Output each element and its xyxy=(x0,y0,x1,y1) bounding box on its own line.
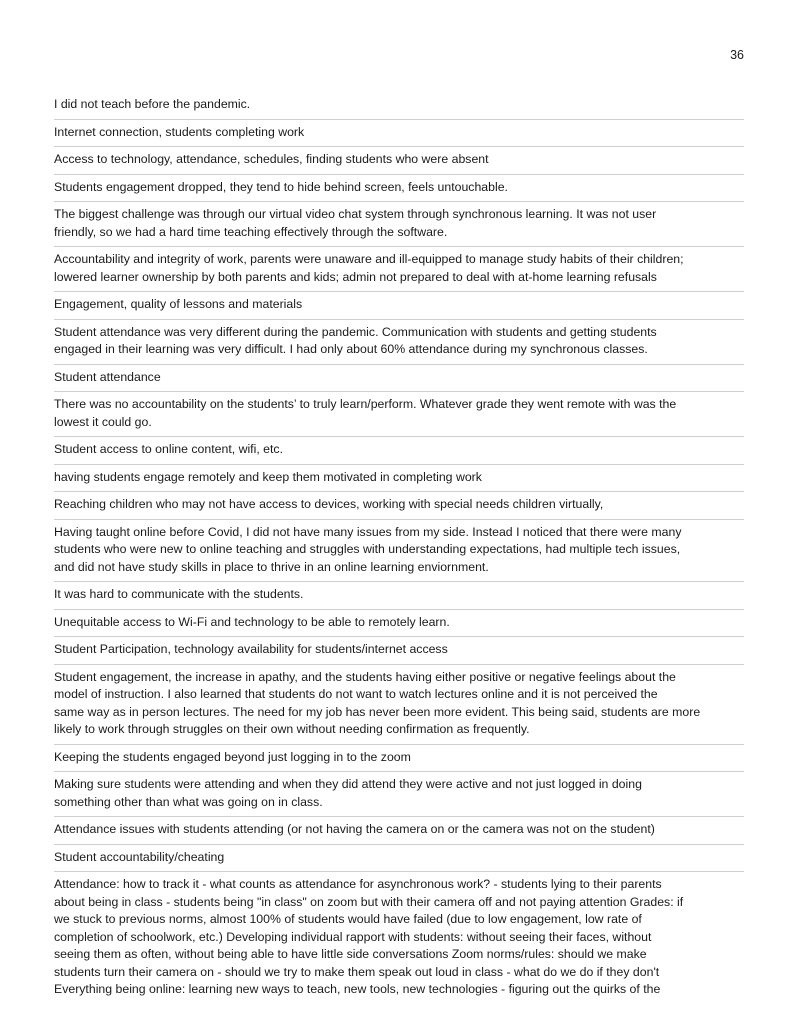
survey-response: Students engagement dropped, they tend to hide behind screen, feels untouchable. xyxy=(54,175,744,203)
survey-response: Student engagement, the increase in apathy, and the students having either positive or negative feelings about the model of instruction. I also learned that students do not want to watch lectures online and it is not perceived the same way as in person lectures. The need for my job has never been more evident. This being said, students are more likely to work through struggles on their own without needing confirmation as frequently. xyxy=(54,665,744,745)
survey-response: Making sure students were attending and when they did attend they were active and not just logged in doing something other than what was going on in class. xyxy=(54,772,744,817)
survey-response: Student attendance xyxy=(54,365,744,393)
survey-response: Student access to online content, wifi, etc. xyxy=(54,437,744,465)
survey-response: Internet connection, students completing work xyxy=(54,120,744,148)
survey-response: having students engage remotely and keep them motivated in completing work xyxy=(54,465,744,493)
survey-response: Student attendance was very different during the pandemic. Communication with students and getting students engaged in their learning was very difficult. I had only about 60% attendance during my synchronous classes. xyxy=(54,320,744,365)
survey-response-list xyxy=(54,92,744,1004)
survey-response: Having taught online before Covid, I did not have many issues from my side. Instead I noticed that there were many students who were new to online teaching and struggles with understanding expectations, had multiple tech issues, and did not have study skills in place to thrive in an online learning enviornment. xyxy=(54,520,744,583)
survey-response: The biggest challenge was through our virtual video chat system through synchronous learning. It was not user friendly, so we had a hard time teaching effectively through the software. xyxy=(54,202,744,247)
page-number: 36 xyxy=(730,48,744,62)
survey-response: I did not teach before the pandemic. xyxy=(54,92,744,120)
survey-response: Reaching children who may not have access to devices, working with special needs children virtually, xyxy=(54,492,744,520)
survey-response: Engagement, quality of lessons and materials xyxy=(54,292,744,320)
survey-response: There was no accountability on the students’ to truly learn/perform. Whatever grade they went remote with was the lowest it could go. xyxy=(54,392,744,437)
survey-response: Keeping the students engaged beyond just logging in to the zoom xyxy=(54,745,744,773)
survey-response: Unequitable access to Wi-Fi and technology to be able to remotely learn. xyxy=(54,610,744,638)
survey-response: Access to technology, attendance, schedules, finding students who were absent xyxy=(54,147,744,175)
survey-response: Accountability and integrity of work, parents were unaware and ill-equipped to manage study habits of their children; lowered learner ownership by both parents and kids; admin not prepared to deal with at-home learning refusals xyxy=(54,247,744,292)
survey-response: Student accountability/cheating xyxy=(54,845,744,873)
survey-response: It was hard to communicate with the students. xyxy=(54,582,744,610)
survey-response: Attendance: how to track it - what counts as attendance for asynchronous work? - students lying to their parents about being in class - students being "in class" on zoom but with their camera off and not paying attention Grades: if we stuck to previous norms, almost 100% of students would have failed (due to low engagement, low rate of completion of schoolwork, etc.) Developing individual rapport with students: without seeing their faces, without seeing them as often, without being able to have little side conversations Zoom norms/rules: should we make students turn their camera on - should we try to make them speak out loud in class - what do we do if they don't Everything being online: learning new ways to teach, new tools, new technologies - figuring out the quirks of the xyxy=(54,877,684,996)
survey-response: Student Participation, technology availability for students/internet access xyxy=(54,637,744,665)
survey-response: Attendance issues with students attending (or not having the camera on or the camera was not on the student) xyxy=(54,817,744,845)
